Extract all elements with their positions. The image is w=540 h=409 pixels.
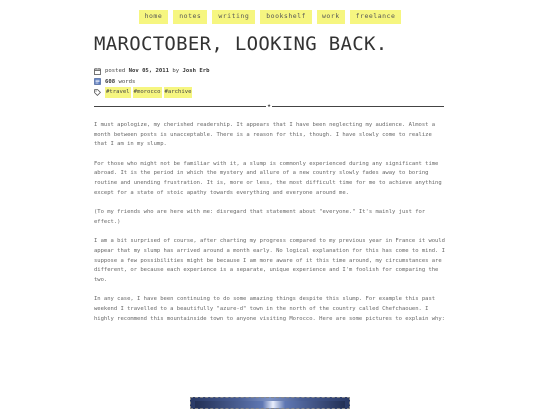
top-nav (0, 10, 540, 24)
paragraph: I am a bit surprised of course, after charting my progress compared to my previous year in France it would appear that my slump has arrived around a month early. No logical explanation for this has come to mind. I suppose a few possibilities might be because I am more aware of it this time around, my circumstances are different, or because each experience is a separate, unique experience and I'm foolish for comparing the two. (94, 238, 445, 283)
document-icon (94, 78, 101, 85)
divider-line-right (272, 106, 444, 107)
word-count: 608 (105, 78, 116, 85)
divider-star-icon: ★ (267, 102, 271, 109)
divider-line-left (94, 106, 266, 107)
post-author: Josh Erb (182, 68, 210, 74)
nav-writing[interactable]: writing (212, 10, 255, 24)
paragraph: For those who might not be familiar with it, a slump is commonly experienced during any significant time abroad. It is the period in which the mystery and allure of a new country slowly fades away to boring routine and unending frustration. It is, more or less, the most difficult time for me to achieve anything except for a state of stoic apathy towards everything and everyone around me. (94, 160, 442, 196)
posted-row (94, 66, 209, 77)
post-meta (94, 66, 209, 98)
paragraph: I must apologize, my cherished readership. It appears that I have been neglecting my audience. Almost a month between posts is unacceptable. There is a reason for this, though. I have slowly come to realize that I am in my slump. (94, 122, 436, 148)
wordcount-row (94, 77, 209, 88)
tag-icon (94, 89, 101, 96)
nav-home[interactable]: home (139, 10, 169, 24)
post-body (94, 121, 446, 334)
paragraph: (To my friends who are here with me: disregard that statement about "everyone." It's mainly just for effect.) (94, 209, 426, 225)
by-label: by (172, 68, 180, 74)
tag-travel[interactable]: #travel (105, 87, 131, 98)
nav-notes[interactable]: notes (173, 10, 207, 24)
nav-bookshelf[interactable]: bookshelf (260, 10, 312, 24)
nav-work[interactable]: work (317, 10, 345, 24)
paragraph: In any case, I have been continuing to do some amazing things despite this slump. For example this past weekend I travelled to a beautifully "azure-d" town in the north of the country called Chefchaouen. I highly recommend this mountainside town to anyone visiting Morocco. Here are some pictures to explain why: (94, 296, 445, 322)
post-date: Nov 05, 2011 (128, 68, 170, 74)
words-label: words (118, 78, 136, 85)
tags-row (94, 87, 209, 98)
section-divider (94, 103, 444, 109)
chefchaouen-photo[interactable] (190, 397, 350, 409)
tag-archive[interactable]: #archive (164, 87, 193, 98)
calendar-icon (94, 68, 101, 75)
nav-freelance[interactable]: freelance (350, 10, 402, 24)
tag-morocco[interactable]: #morocco (133, 87, 162, 98)
post-title: MAROCTOBER, LOOKING BACK. (94, 33, 388, 55)
posted-prefix: posted (105, 68, 126, 74)
